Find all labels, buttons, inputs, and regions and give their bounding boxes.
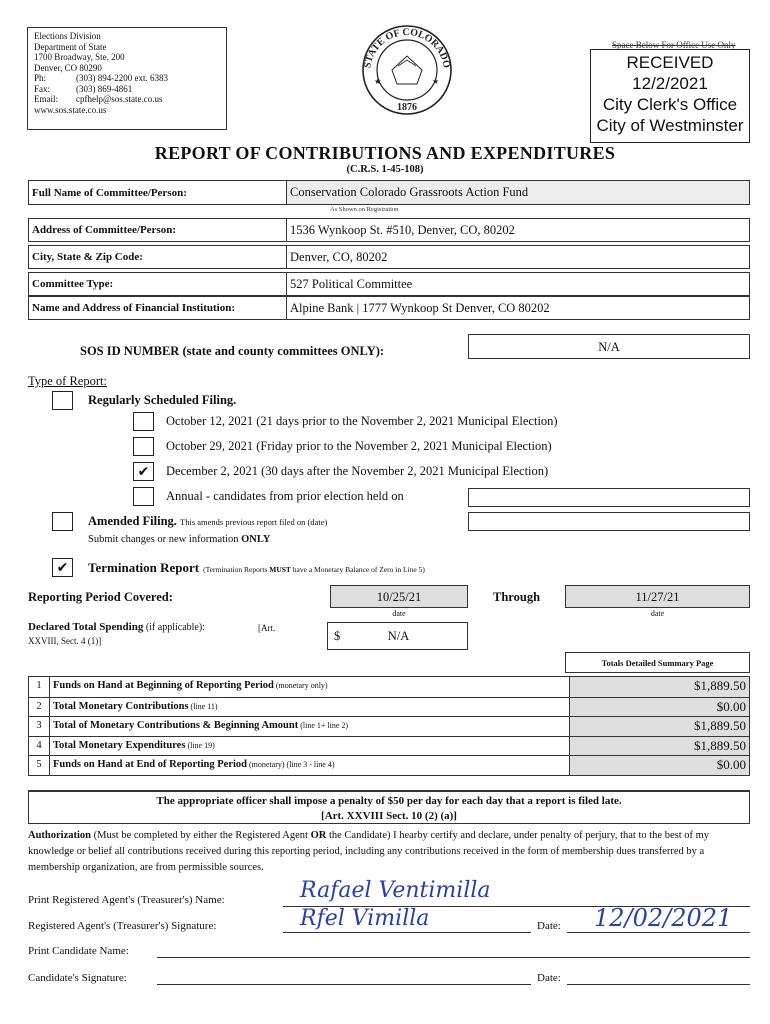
summary-row: 3 Total of Monetary Contributions & Beginning Amount (line 1+ line 2) $1,889.50 bbox=[29, 716, 749, 736]
candidate-date-line[interactable] bbox=[567, 984, 750, 985]
report-title: REPORT OF CONTRIBUTIONS AND EXPENDITURES bbox=[154, 143, 616, 163]
declared-spending-field[interactable] bbox=[327, 622, 468, 650]
city-row bbox=[28, 245, 750, 269]
agent-signature-handwritten[interactable]: Rfel Vimilla bbox=[300, 906, 430, 931]
stamp-line: RECEIVED bbox=[626, 53, 714, 72]
agent-signature-line bbox=[283, 932, 531, 933]
stamp-line: City Clerk's Office bbox=[602, 95, 738, 114]
candidate-name-label: Print Candidate Name: bbox=[28, 945, 129, 957]
summary-row: 5 Funds on Hand at End of Reporting Period (monetary) (line 3 - line 4) $0.00 bbox=[29, 755, 749, 775]
agency-line: 1700 Broadway, Ste. 200 bbox=[34, 52, 125, 62]
city-label: City, State & Zip Code: bbox=[29, 246, 287, 268]
committee-type-row bbox=[28, 272, 750, 296]
committee-name-field[interactable]: Conservation Colorado Grassroots Action Fund bbox=[287, 181, 749, 204]
option-label-oct29: October 29, 2021 (Friday prior to the November 2, 2021 Municipal Election) bbox=[166, 439, 552, 453]
summary-value[interactable]: $1,889.50 bbox=[570, 677, 749, 697]
svg-text:★: ★ bbox=[432, 77, 440, 86]
summary-value[interactable]: $0.00 bbox=[570, 698, 749, 717]
termination-note: (Termination Reports MUST have a Monetary Balance of Zero in Line 5) bbox=[203, 565, 425, 574]
agent-name-handwritten[interactable]: Rafael Ventimilla bbox=[300, 878, 491, 903]
agency-address-box bbox=[27, 27, 227, 130]
amended-filing-checkbox[interactable] bbox=[52, 512, 73, 531]
summary-row: 2 Total Monetary Contributions (line 11) $0.00 bbox=[29, 697, 749, 717]
declared-art-ref-2: XXVIII, Sect. 4 (1)] bbox=[28, 636, 102, 646]
agent-name-label: Print Registered Agent's (Treasurer's) Name: bbox=[28, 894, 225, 906]
seal-top-text: STATE OF COLORADO bbox=[362, 26, 452, 69]
city-field[interactable]: Denver, CO, 80202 bbox=[287, 246, 749, 268]
option-label-dec2: December 2, 2021 (30 days after the November 2, 2021 Municipal Election) bbox=[166, 464, 549, 478]
office-use-caption: Space Below For Office Use Only bbox=[612, 40, 736, 50]
summary-row: 4 Total Monetary Expenditures (line 19) $1,889.50 bbox=[29, 736, 749, 756]
committee-name-row bbox=[28, 180, 750, 205]
option-label-annual: Annual - candidates from prior election held on bbox=[166, 489, 404, 503]
agent-signature-label: Registered Agent's (Treasurer's) Signature: bbox=[28, 920, 217, 932]
address-label: Address of Committee/Person: bbox=[29, 219, 287, 241]
regular-filing-label: Regularly Scheduled Filing. bbox=[88, 393, 237, 407]
amended-filing-text bbox=[88, 514, 327, 529]
termination-checkbox[interactable]: ✔ bbox=[52, 558, 73, 577]
candidate-signature-label: Candidate's Signature: bbox=[28, 972, 127, 984]
agent-date-handwritten[interactable]: 12/02/2021 bbox=[594, 904, 733, 932]
seal-year: 1876 bbox=[397, 102, 417, 113]
bank-row bbox=[28, 296, 750, 320]
type-of-report-heading: Type of Report: bbox=[28, 374, 107, 388]
summary-value[interactable]: $0.00 bbox=[570, 756, 749, 775]
summary-column-header: Totals Detailed Summary Page bbox=[565, 652, 750, 673]
stamp-line: 12/2/2021 bbox=[632, 74, 708, 93]
committee-name-label: Full Name of Committee/Person: bbox=[29, 181, 287, 204]
regular-filing-checkbox[interactable] bbox=[52, 391, 73, 410]
agency-line: Denver, CO 80290 bbox=[34, 62, 102, 73]
termination-text bbox=[88, 559, 425, 577]
bank-label: Name and Address of Financial Institution: bbox=[29, 297, 287, 319]
committee-type-label: Committee Type: bbox=[29, 273, 287, 295]
amended-filing-label: Amended Filing. bbox=[88, 514, 177, 528]
agency-fax: Fax: (303) 869-4861 bbox=[34, 83, 133, 94]
period-to-caption: date bbox=[650, 609, 665, 618]
svg-text:STATE OF COLORADO bbox=[362, 27, 452, 69]
period-from-caption: date bbox=[392, 609, 406, 618]
amended-date-field[interactable] bbox=[468, 512, 750, 531]
address-field[interactable]: 1536 Wynkoop St. #510, Denver, CO, 80202 bbox=[287, 219, 749, 241]
sos-id-label: SOS ID NUMBER (state and county committees ONLY): bbox=[80, 344, 385, 358]
termination-label: Termination Report bbox=[88, 560, 200, 575]
option-checkbox-oct12[interactable] bbox=[133, 412, 154, 431]
amended-filing-note: This amends previous report filed on (date) bbox=[180, 517, 328, 527]
summary-row: 1 Funds on Hand at Beginning of Reporting Period (monetary only) $1,889.50 bbox=[29, 677, 749, 697]
stamp-line: City of Westminster bbox=[596, 116, 744, 135]
agency-website: www.sos.state.co.us bbox=[34, 104, 107, 115]
statute-reference: (C.R.S. 1-45-108) bbox=[346, 164, 424, 175]
declared-art-ref: [Art. bbox=[258, 623, 276, 633]
option-checkbox-dec2[interactable]: ✔ bbox=[133, 462, 154, 481]
currency-symbol: $ bbox=[334, 629, 341, 643]
summary-table bbox=[28, 676, 750, 776]
agency-line: Department of State bbox=[34, 41, 107, 52]
authorization-text: Authorization (Must be completed by either the Registered Agent OR the Candidate) I hearby certify and declare, under penalty of perjury, that to the best of my knowledge or belief all contributions received during this reporting period, including any contributions received in the form of membership dues transferred by a membership organization, are from permissible sources. bbox=[28, 830, 710, 873]
declared-spending-value: N/A bbox=[387, 629, 410, 643]
candidate-date-label: Date: bbox=[537, 972, 561, 984]
summary-value[interactable]: $1,889.50 bbox=[570, 737, 749, 756]
agent-date-label: Date: bbox=[537, 920, 561, 932]
sos-id-field[interactable]: N/A bbox=[468, 334, 750, 359]
period-to-field[interactable]: 11/27/21 bbox=[565, 585, 750, 608]
through-label: Through bbox=[493, 590, 541, 604]
option-checkbox-oct29[interactable] bbox=[133, 437, 154, 456]
agency-line: Elections Division bbox=[34, 31, 101, 41]
agent-date-line bbox=[567, 932, 750, 933]
annual-election-date-field[interactable] bbox=[468, 488, 750, 507]
option-checkbox-annual[interactable] bbox=[133, 487, 154, 506]
svg-text:★: ★ bbox=[374, 77, 382, 86]
address-row bbox=[28, 218, 750, 242]
penalty-notice: The appropriate officer shall impose a penalty of $50 per day for each day that a report is filed late. [Art. XXVIII Sect. 10 (2) (a)] bbox=[28, 790, 750, 824]
declared-spending-label: Declared Total Spending (if applicable): bbox=[28, 621, 205, 633]
registration-note: As Shown on Registration bbox=[330, 206, 399, 213]
amended-sub-text: Submit changes or new information ONLY bbox=[88, 534, 271, 545]
period-from-field[interactable]: 10/25/21 bbox=[330, 585, 468, 608]
summary-value[interactable]: $1,889.50 bbox=[570, 717, 749, 736]
reporting-period-label: Reporting Period Covered: bbox=[28, 590, 173, 604]
bank-field[interactable]: Alpine Bank | 1777 Wynkoop St Denver, CO 80202 bbox=[287, 297, 749, 319]
candidate-name-line[interactable] bbox=[157, 957, 750, 958]
committee-type-field[interactable]: 527 Political Committee bbox=[287, 273, 749, 295]
agency-email: Email: cpfhelp@sos.state.co.us bbox=[34, 94, 163, 104]
state-seal-icon bbox=[352, 22, 462, 117]
option-label-oct12: October 12, 2021 (21 days prior to the November 2, 2021 Municipal Election) bbox=[166, 414, 558, 428]
candidate-signature-line[interactable] bbox=[157, 984, 531, 985]
received-stamp bbox=[590, 49, 750, 143]
agency-phone: Ph: (303) 894-2200 ext. 6383 bbox=[34, 73, 168, 83]
